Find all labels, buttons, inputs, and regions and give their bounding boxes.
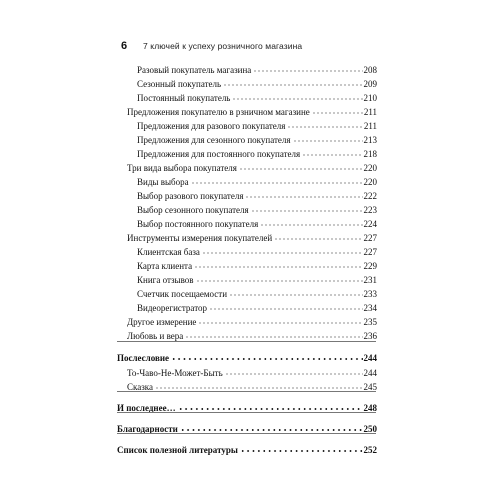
section-divider <box>117 341 376 342</box>
toc-entry-page: 222 <box>363 191 377 201</box>
toc-entry-page: 244 <box>363 368 377 378</box>
dot-leader <box>178 399 363 411</box>
toc-entry <box>137 75 377 87</box>
toc-entry-page: 220 <box>363 163 377 173</box>
toc-entry-page: 234 <box>363 303 377 313</box>
toc-entry-page: 248 <box>363 403 377 413</box>
toc-entry-page: 235 <box>363 317 377 327</box>
dot-leader <box>232 89 362 101</box>
toc-entry-page: 236 <box>363 331 377 341</box>
dot-leader <box>196 271 363 283</box>
section-divider <box>117 412 376 413</box>
dot-leader <box>155 378 362 390</box>
toc-entry <box>137 243 377 255</box>
toc-entry <box>117 349 377 361</box>
toc-entry-title: Книга отзывов <box>137 275 194 285</box>
dot-leader <box>202 243 363 255</box>
toc-entry-title: Сезонный покупатель <box>137 79 222 89</box>
toc-entry-title: Любовь и вера <box>127 331 184 341</box>
toc-entry-title: Предложения для постоянного покупателя <box>137 149 301 159</box>
toc-entry-page: 231 <box>363 275 377 285</box>
toc-entry-page: 210 <box>363 93 377 103</box>
toc-entry <box>127 159 377 171</box>
dot-leader <box>293 131 363 143</box>
toc-entry-title: Выбор постоянного покупателя <box>137 219 259 229</box>
dot-leader <box>251 201 363 213</box>
dot-leader <box>274 229 362 241</box>
toc-entry-page: 250 <box>363 424 377 434</box>
toc-entry-title: Выбор разового покупателя <box>137 191 244 201</box>
dot-leader <box>223 75 362 87</box>
toc-entry-page: 218 <box>363 149 377 159</box>
toc-entry-title: И последнее… <box>117 403 176 413</box>
dot-leader <box>287 117 362 129</box>
toc-entry-page: 227 <box>363 247 377 257</box>
toc-entry-title: Сказка <box>127 382 154 392</box>
toc-entry <box>117 420 377 432</box>
dot-leader <box>229 285 362 297</box>
toc-entry <box>137 187 377 199</box>
toc-entry-title: Разовый покупатель магазина <box>137 65 252 75</box>
toc-entry-page: 211 <box>363 107 377 117</box>
toc-entry-title: Постоянный покупатель <box>137 93 231 103</box>
toc-entry-title: Видеорегистратор <box>137 303 208 313</box>
toc-entry <box>117 399 377 411</box>
toc-entry <box>137 131 377 143</box>
book-title: 7 ключей к успеху розничного магазина <box>143 41 303 51</box>
dot-leader <box>239 159 363 171</box>
dot-leader <box>209 299 362 311</box>
toc-entry-title: Карта клиента <box>137 261 193 271</box>
toc-entry <box>137 61 377 73</box>
toc-entry <box>127 327 377 339</box>
toc-entry-title: Предложения для разового покупателя <box>137 121 286 131</box>
dot-leader <box>312 103 363 115</box>
dot-leader <box>194 257 362 269</box>
toc-entry-page: 220 <box>363 177 377 187</box>
toc-entry <box>137 145 377 157</box>
toc-entry <box>137 299 377 311</box>
toc-entry-page: 213 <box>363 135 377 145</box>
dot-leader <box>225 364 363 376</box>
toc-entry <box>137 271 377 283</box>
page-number: 6 <box>121 40 128 52</box>
dot-leader <box>245 187 362 199</box>
toc-entry-page: 223 <box>363 205 377 215</box>
toc-entry-page: 233 <box>363 289 377 299</box>
toc-entry-title: Клиентская база <box>137 247 200 257</box>
toc-entry <box>137 285 377 297</box>
toc-entry <box>137 215 377 227</box>
dot-leader <box>180 420 363 432</box>
toc-entry <box>137 257 377 269</box>
toc-entry <box>137 201 377 213</box>
toc-entry <box>137 117 377 129</box>
toc-entry-title: Три вида выбора покупателя <box>127 163 237 173</box>
toc-entry <box>127 313 377 325</box>
dot-leader <box>240 441 363 453</box>
dot-leader <box>191 173 363 185</box>
toc-entry <box>127 378 377 390</box>
toc-entry <box>127 364 377 376</box>
toc-entry-page: 209 <box>363 79 377 89</box>
toc-entry-title: То-Чаво-Не-Может-Быть <box>127 368 223 378</box>
toc-entry-title: Выбор сезонного покупателя <box>137 205 249 215</box>
toc-entry-page: 245 <box>363 382 377 392</box>
dot-leader <box>198 313 362 325</box>
section-divider <box>117 433 376 434</box>
dot-leader <box>171 349 362 361</box>
toc-entry-title: Счетчик посещаемости <box>137 289 228 299</box>
toc-entry-page: 229 <box>363 261 377 271</box>
toc-entry-page: 211 <box>363 121 377 131</box>
dot-leader <box>253 61 362 73</box>
toc-entry <box>137 89 377 101</box>
toc-entry-title: Предложения покупателю в рзничном магазине <box>127 107 310 117</box>
toc-entry-page: 244 <box>363 353 377 363</box>
toc-entry <box>137 173 377 185</box>
toc-entry-title: Инструменты измерения покупателей <box>127 233 273 243</box>
toc-entry-page: 227 <box>363 233 377 243</box>
toc-entry-page: 252 <box>363 445 377 455</box>
section-divider <box>117 391 376 392</box>
dot-leader <box>260 215 362 227</box>
toc-entry-title: Другое измерение <box>127 317 197 327</box>
toc-entry <box>127 229 377 241</box>
toc-entry-page: 224 <box>363 219 377 229</box>
dot-leader <box>302 145 362 157</box>
toc-entry <box>127 103 377 115</box>
toc-entry-title: Благодарности <box>117 424 178 434</box>
running-head <box>121 40 302 54</box>
toc-entry-page: 208 <box>363 65 377 75</box>
toc-entry-title: Предложения для сезонного покупателя <box>137 135 291 145</box>
toc-entry-title: Виды выбора <box>137 177 189 187</box>
toc-entry-title: Послесловие <box>117 353 170 363</box>
toc-entry <box>117 441 377 453</box>
dot-leader <box>185 327 362 339</box>
toc-entry-title: Список полезной литературы <box>117 445 238 455</box>
